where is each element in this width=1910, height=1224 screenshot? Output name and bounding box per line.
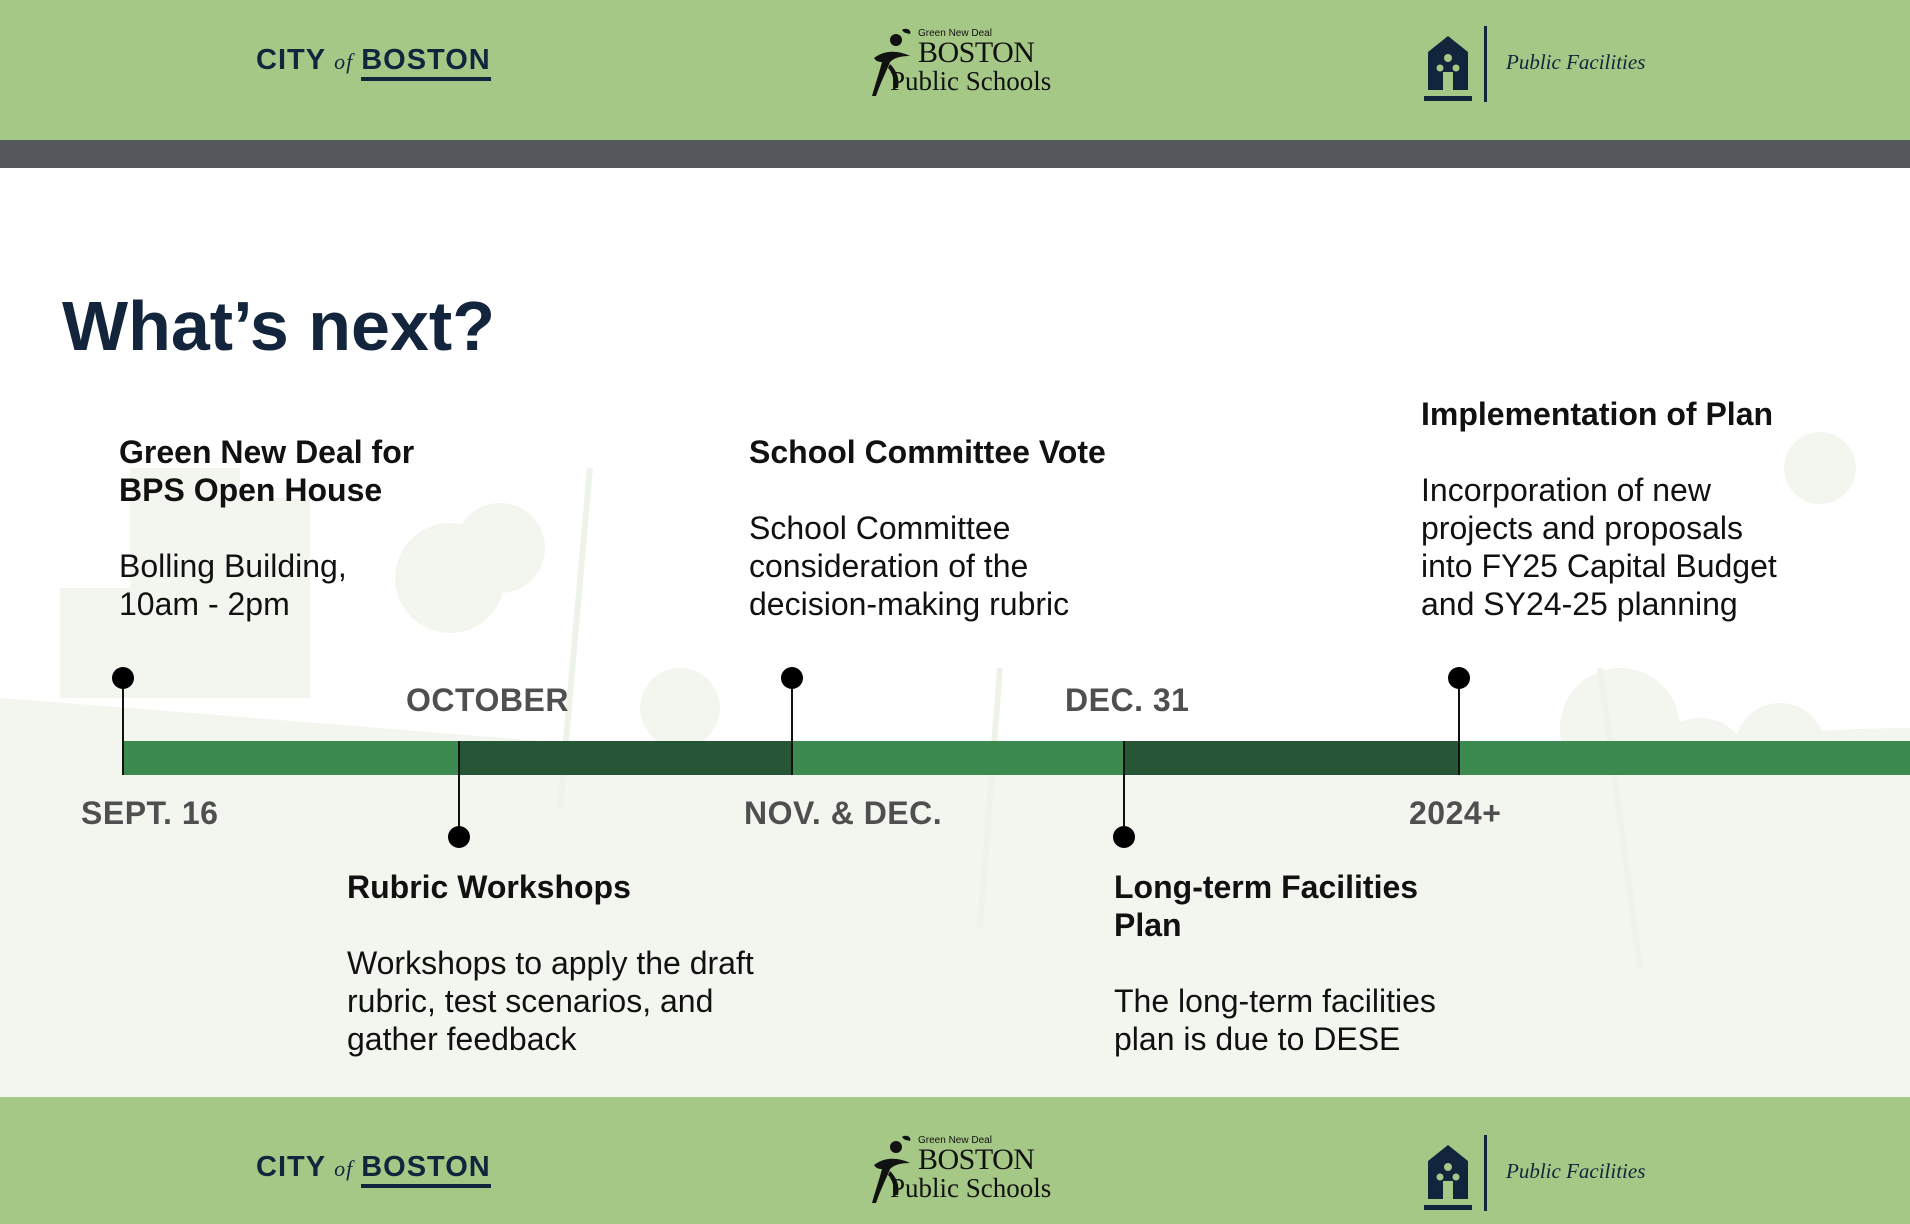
timeline-segment — [1124, 741, 1459, 775]
timeline-stem — [458, 741, 460, 835]
date-label-2024: 2024+ — [1409, 795, 1502, 831]
event-description-line: 10am - 2pm — [119, 586, 290, 622]
bps-logo-boston: BOSTON — [918, 1143, 1035, 1176]
city-logo-boston: BOSTON — [361, 1151, 491, 1188]
event-description-line: School Committee — [749, 510, 1011, 546]
house-icon — [1424, 1143, 1472, 1211]
event-description — [1114, 982, 1534, 1058]
bps-logo-tagline: Green New Deal — [918, 28, 992, 39]
timeline-segment — [793, 741, 1124, 775]
event-description-line: gather feedback — [347, 1021, 577, 1057]
event-heading-line: Green New Deal for — [119, 434, 415, 470]
date-label-sept16: SEPT. 16 — [81, 795, 219, 831]
event-description — [1421, 471, 1861, 623]
event-description-line: and SY24-25 planning — [1421, 586, 1738, 622]
event-heading — [119, 433, 499, 509]
event-description-line: Workshops to apply the draft — [347, 945, 754, 981]
timeline-pin — [1448, 667, 1470, 689]
timeline-segment — [1459, 741, 1910, 775]
event-school-committee-vote — [749, 433, 1169, 623]
timeline-pin — [1113, 826, 1135, 848]
city-logo-of: of — [334, 1156, 354, 1181]
event-heading-line: Long-term Facilities — [1114, 869, 1419, 905]
event-description-line: into FY25 Capital Budget — [1421, 548, 1777, 584]
public-facilities-logo — [1420, 1135, 1660, 1215]
event-description-line: Incorporation of new — [1421, 472, 1711, 508]
header-band — [0, 0, 1910, 140]
bps-logo-boston: BOSTON — [918, 36, 1035, 69]
event-description — [347, 944, 807, 1058]
bps-logo-tagline: Green New Deal — [918, 1135, 992, 1146]
page-title: What’s next? — [62, 287, 495, 365]
city-logo-word: CITY — [256, 1151, 327, 1183]
city-of-boston-logo — [256, 1151, 491, 1184]
city-logo-boston: BOSTON — [361, 44, 491, 81]
public-facilities-text: Public Facilities — [1506, 50, 1646, 74]
event-description-line: rubric, test scenarios, and — [347, 983, 714, 1019]
timeline-pin — [448, 826, 470, 848]
date-label-nov-dec: NOV. & DEC. — [744, 795, 943, 831]
timeline-pin — [781, 667, 803, 689]
logo-divider — [1484, 1135, 1487, 1211]
event-long-term-plan — [1114, 868, 1534, 1058]
timeline-stem — [791, 680, 793, 775]
event-description — [119, 547, 499, 623]
timeline-stem — [1458, 680, 1460, 775]
event-description-line: decision-making rubric — [749, 586, 1070, 622]
timeline-stem — [122, 680, 124, 775]
event-heading: School Committee Vote — [749, 434, 1106, 470]
timeline-segment — [460, 741, 793, 775]
event-heading-line: Plan — [1114, 907, 1182, 943]
event-description-line: plan is due to DESE — [1114, 1021, 1401, 1057]
event-heading-line: BPS Open House — [119, 472, 383, 508]
city-logo-of: of — [334, 49, 354, 74]
event-description — [749, 509, 1169, 623]
timeline-stem — [1123, 741, 1125, 835]
event-description-line: projects and proposals — [1421, 510, 1743, 546]
date-label-dec31: DEC. 31 — [1065, 682, 1190, 718]
header-gray-band — [0, 140, 1910, 168]
event-description-line: consideration of the — [749, 548, 1029, 584]
event-implementation — [1421, 395, 1861, 623]
event-description-line: The long-term facilities — [1114, 983, 1436, 1019]
bps-logo-public-schools: Public Schools — [890, 1173, 1052, 1203]
event-heading — [1114, 868, 1534, 944]
bps-logo — [868, 1129, 1068, 1209]
timeline-pin — [112, 667, 134, 689]
footer-band — [0, 1097, 1910, 1224]
city-logo-word: CITY — [256, 44, 327, 76]
event-rubric-workshops — [347, 868, 807, 1058]
bps-logo-public-schools: Public Schools — [890, 66, 1052, 96]
logo-divider — [1484, 26, 1487, 102]
date-label-october: OCTOBER — [406, 682, 569, 718]
event-heading: Rubric Workshops — [347, 869, 631, 905]
event-open-house — [119, 433, 499, 623]
city-of-boston-logo — [256, 44, 491, 77]
event-heading: Implementation of Plan — [1421, 396, 1774, 432]
house-icon — [1424, 34, 1472, 102]
public-facilities-text: Public Facilities — [1506, 1159, 1646, 1183]
bps-logo — [868, 22, 1068, 102]
timeline-segment — [124, 741, 460, 775]
public-facilities-logo — [1420, 26, 1660, 106]
event-description-line: Bolling Building, — [119, 548, 347, 584]
